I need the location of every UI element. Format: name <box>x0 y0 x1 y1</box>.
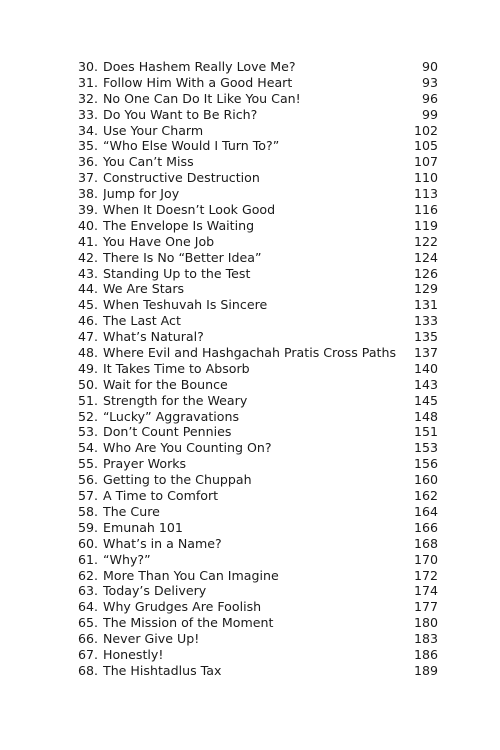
toc-entry-title: Standing Up to the Test <box>103 265 251 281</box>
toc-entry <box>78 266 438 282</box>
toc-entry-number: 30. <box>78 59 99 74</box>
toc-entry-number: 51. <box>78 392 99 408</box>
toc-entry <box>78 520 438 536</box>
toc-entry-number: 36. <box>78 154 99 170</box>
toc-entry-number: 59. <box>78 519 99 535</box>
toc-entry-number: 46. <box>78 313 99 329</box>
toc-entry-title: The Mission of the Moment <box>103 615 274 631</box>
toc-entry-page: 153 <box>413 440 438 456</box>
toc-entry <box>78 138 438 154</box>
toc-entry-number: 35. <box>78 138 99 154</box>
toc-entry <box>78 75 438 91</box>
toc-entry-title: Constructive Destruction <box>103 170 260 186</box>
toc-entry-title: Honestly! <box>103 646 164 662</box>
toc-entry-title: Does Hashem Really Love Me? <box>103 59 296 74</box>
toc-entry-number: 49. <box>78 360 99 376</box>
toc-entry <box>78 218 438 234</box>
toc-entry-title: Don’t Count Pennies <box>103 424 232 440</box>
table-of-contents <box>78 59 438 679</box>
toc-entry-title: Emunah 101 <box>103 519 183 535</box>
toc-entry-number: 56. <box>78 472 99 488</box>
toc-entry-page: 99 <box>421 106 438 122</box>
toc-entry-number: 65. <box>78 615 99 631</box>
toc-entry-title: Wait for the Bounce <box>103 376 228 392</box>
toc-entry <box>78 361 438 377</box>
toc-entry-title: It Takes Time to Absorb <box>103 360 250 376</box>
toc-entry-number: 34. <box>78 122 99 138</box>
toc-entry-title: When It Doesn’t Look Good <box>103 202 276 218</box>
toc-entry <box>78 599 438 615</box>
toc-entry-page: 172 <box>413 567 438 583</box>
toc-entry-title: More Than You Can Imagine <box>103 567 279 583</box>
toc-entry-number: 58. <box>78 503 99 519</box>
toc-entry-title: Do You Want to Be Rich? <box>103 106 258 122</box>
toc-entry-page: 105 <box>413 138 438 154</box>
toc-entry-title: The Cure <box>103 503 160 519</box>
toc-entry <box>78 488 438 504</box>
toc-entry-page: 164 <box>413 503 438 519</box>
toc-entry-number: 54. <box>78 440 99 456</box>
toc-entry-number: 63. <box>78 583 99 599</box>
toc-entry-page: 189 <box>413 662 438 678</box>
toc-entry-page: 116 <box>413 202 438 218</box>
toc-entry-title: Strength for the Weary <box>103 392 248 408</box>
toc-entry-title: A Time to Comfort <box>103 488 219 504</box>
toc-entry <box>78 345 438 361</box>
toc-entry-number: 39. <box>78 202 99 218</box>
toc-entry-number: 50. <box>78 376 99 392</box>
toc-entry-title: When Teshuvah Is Sincere <box>103 297 268 313</box>
toc-entry-title: You Can’t Miss <box>103 154 194 170</box>
toc-entry-number: 45. <box>78 297 99 313</box>
toc-entry-title: Why Grudges Are Foolish <box>103 599 262 615</box>
toc-entry-number: 31. <box>78 74 99 90</box>
toc-entry <box>78 297 438 313</box>
toc-entry-title: Jump for Joy <box>103 186 180 202</box>
toc-entry <box>78 281 438 297</box>
toc-entry-page: 131 <box>413 297 438 313</box>
toc-entry-page: 122 <box>413 233 438 249</box>
toc-entry-page: 129 <box>413 281 438 297</box>
toc-entry-number: 43. <box>78 265 99 281</box>
toc-entry-title: What’s in a Name? <box>103 535 222 551</box>
toc-entry-page: 183 <box>413 631 438 647</box>
toc-entry-title: There Is No “Better Idea” <box>103 249 262 265</box>
toc-entry-number: 33. <box>78 106 99 122</box>
toc-entry <box>78 504 438 520</box>
toc-entry <box>78 472 438 488</box>
toc-entry-page: 110 <box>413 170 438 186</box>
toc-entry-page: 180 <box>413 615 438 631</box>
toc-entry-page: 107 <box>413 154 438 170</box>
toc-entry-title: The Last Act <box>103 313 181 329</box>
toc-entry <box>78 91 438 107</box>
toc-entry-page: 102 <box>413 122 438 138</box>
toc-entry-number: 42. <box>78 249 99 265</box>
toc-entry <box>78 536 438 552</box>
toc-entry-title: Getting to the Chuppah <box>103 472 252 488</box>
toc-entry-page: 145 <box>413 392 438 408</box>
toc-entry <box>78 409 438 425</box>
toc-entry-title: What’s Natural? <box>103 329 204 345</box>
toc-entry <box>78 186 438 202</box>
toc-entry <box>78 59 438 75</box>
toc-entry-number: 64. <box>78 599 99 615</box>
toc-entry-page: 168 <box>413 535 438 551</box>
toc-entry-number: 32. <box>78 90 99 106</box>
toc-entry <box>78 202 438 218</box>
toc-entry-page: 162 <box>413 488 438 504</box>
toc-entry-page: 135 <box>413 329 438 345</box>
toc-entry <box>78 456 438 472</box>
toc-entry <box>78 647 438 663</box>
toc-entry-page: 160 <box>413 472 438 488</box>
toc-entry-number: 61. <box>78 551 99 567</box>
toc-entry-page: 119 <box>413 217 438 233</box>
toc-entry <box>78 123 438 139</box>
toc-entry-title: Follow Him With a Good Heart <box>103 74 293 90</box>
toc-entry-title: The Hishtadlus Tax <box>103 662 222 678</box>
toc-entry-page: 166 <box>413 519 438 535</box>
toc-entry-number: 68. <box>78 662 99 678</box>
toc-entry-number: 60. <box>78 535 99 551</box>
toc-entry-page: 177 <box>413 599 438 615</box>
toc-entry-number: 55. <box>78 456 99 472</box>
toc-entry <box>78 424 438 440</box>
toc-entry <box>78 250 438 266</box>
toc-entry <box>78 154 438 170</box>
toc-entry-number: 66. <box>78 631 99 647</box>
toc-entry-title: “Why?” <box>103 551 151 567</box>
toc-entry-number: 47. <box>78 329 99 345</box>
toc-entry <box>78 329 438 345</box>
toc-entry-page: 151 <box>413 424 438 440</box>
toc-entry-title: No One Can Do It Like You Can! <box>103 90 301 106</box>
toc-entry <box>78 107 438 123</box>
toc-entry-number: 57. <box>78 488 99 504</box>
toc-entry <box>78 313 438 329</box>
toc-entry-number: 44. <box>78 281 99 297</box>
toc-entry-page: 143 <box>413 376 438 392</box>
toc-entry <box>78 377 438 393</box>
toc-entry-page: 113 <box>413 186 438 202</box>
toc-entry-page: 124 <box>413 249 438 265</box>
toc-entry-page: 186 <box>413 646 438 662</box>
toc-entry-page: 140 <box>413 360 438 376</box>
toc-entry-number: 40. <box>78 217 99 233</box>
toc-entry-number: 48. <box>78 345 99 361</box>
toc-entry-number: 53. <box>78 424 99 440</box>
toc-entry <box>78 615 438 631</box>
toc-entry-page: 126 <box>413 265 438 281</box>
toc-entry-title: The Envelope Is Waiting <box>103 217 255 233</box>
toc-entry-number: 62. <box>78 567 99 583</box>
toc-entry-title: Today’s Delivery <box>103 583 207 599</box>
toc-entry <box>78 552 438 568</box>
toc-entry <box>78 234 438 250</box>
toc-entry-page: 96 <box>421 90 438 106</box>
toc-entry-number: 41. <box>78 233 99 249</box>
toc-entry-page: 148 <box>413 408 438 424</box>
toc-entry <box>78 663 438 679</box>
toc-entry <box>78 440 438 456</box>
toc-entry-page: 170 <box>413 551 438 567</box>
toc-entry-title: Use Your Charm <box>103 122 204 138</box>
toc-entry-number: 37. <box>78 170 99 186</box>
toc-entry-title: “Lucky” Aggravations <box>103 408 240 424</box>
toc-entry-number: 38. <box>78 186 99 202</box>
toc-entry-number: 52. <box>78 408 99 424</box>
toc-entry-page: 174 <box>413 583 438 599</box>
toc-entry-page: 93 <box>421 74 438 90</box>
toc-entry <box>78 631 438 647</box>
toc-entry-title: Prayer Works <box>103 456 187 472</box>
toc-entry-page: 156 <box>413 456 438 472</box>
toc-entry-title: Who Are You Counting On? <box>103 440 272 456</box>
toc-entry <box>78 170 438 186</box>
toc-entry-title: Where Evil and Hashgachah Pratis Cross Paths <box>103 345 397 361</box>
toc-entry <box>78 568 438 584</box>
toc-entry-page: 90 <box>421 59 438 74</box>
toc-entry <box>78 393 438 409</box>
toc-entry-title: We Are Stars <box>103 281 185 297</box>
toc-entry-title: Never Give Up! <box>103 631 200 647</box>
toc-entry-title: You Have One Job <box>103 233 215 249</box>
toc-entry <box>78 583 438 599</box>
toc-entry-number: 67. <box>78 646 99 662</box>
toc-entry-page: 137 <box>413 345 438 361</box>
toc-entry-page: 133 <box>413 313 438 329</box>
toc-entry-title: “Who Else Would I Turn To?” <box>103 138 280 154</box>
